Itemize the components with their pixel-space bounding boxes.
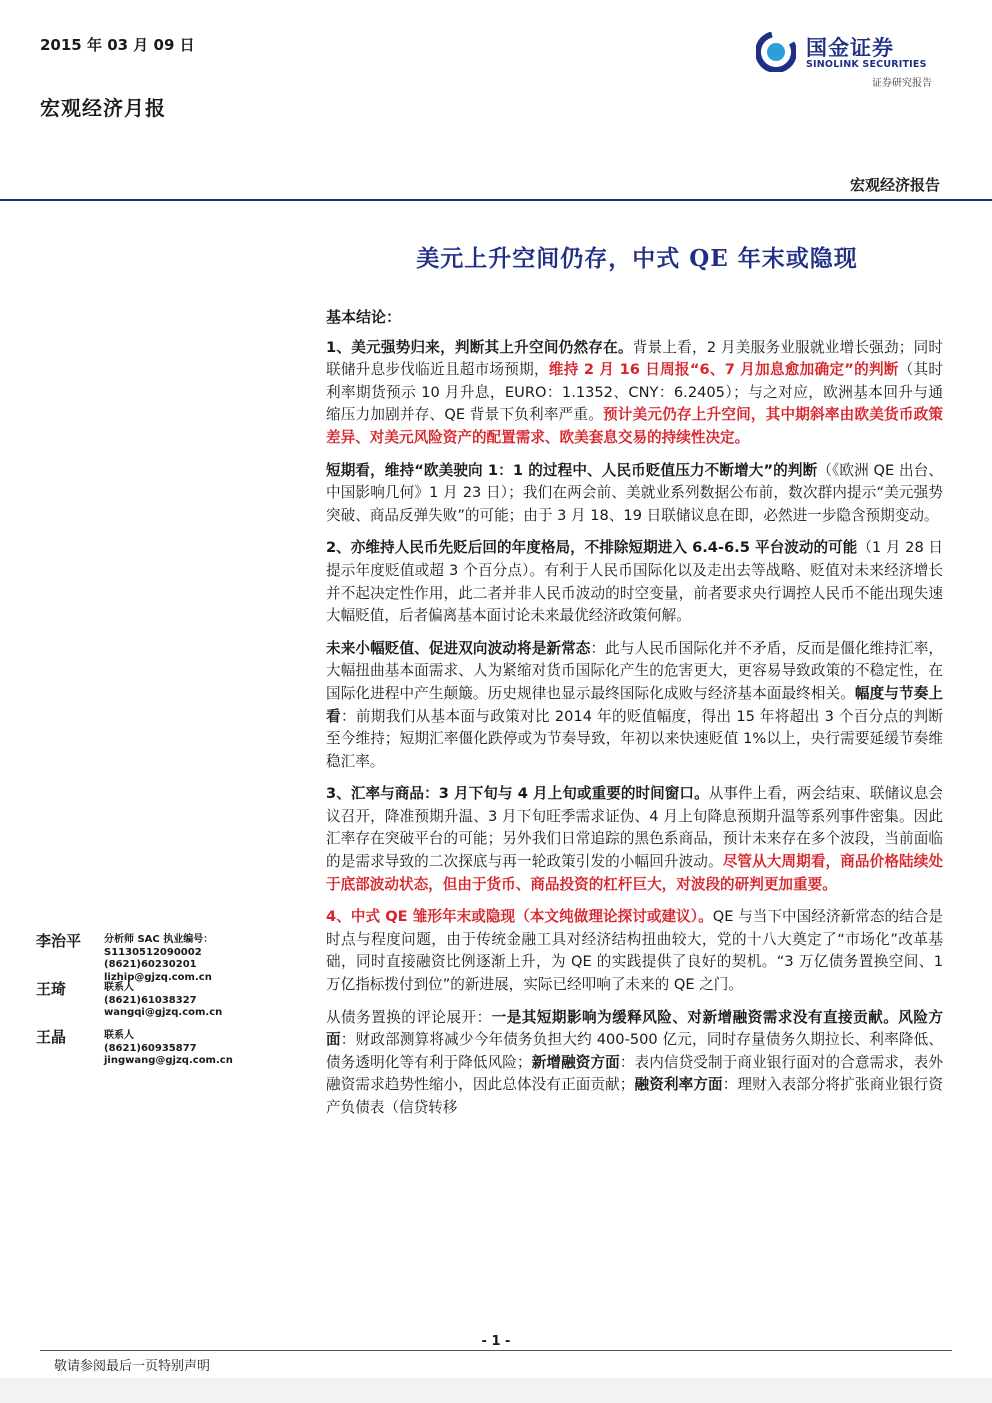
body-paragraph bbox=[326, 783, 943, 896]
analyst-contact-line: lizhip@gjzq.com.cn bbox=[104, 971, 212, 983]
text-run: 2、亦维持人民币先贬后回的年度格局，不排除短期进入 6.4-6.5 平台波动的可能 bbox=[326, 539, 858, 557]
footer-disclaimer: 敬请参阅最后一页特别声明 bbox=[54, 1359, 211, 1374]
analyst-contact-line: wangqi@gjzq.com.cn bbox=[104, 1007, 223, 1018]
text-run: ：前期我们从基本面与政策对比 2014 年的贬值幅度，得出 15 年将超出 3 个百分点的判断至今维持；短期汇率僵化跌停或为节奏导致，年初以来快速贬值 1%以上，央行需要延缓节奏维稳汇率。 bbox=[326, 707, 943, 770]
analyst-contact-line: 联系人 bbox=[104, 982, 134, 993]
text-run: ：理财入表部分将扩张商业银行资产负债表（信贷转移 bbox=[326, 1076, 943, 1116]
text-run: 预计美元仍存上升空间，其中期斜率由欧美货币政策差异、对美元风险资产的配置需求、欧美套息交易的持续性决定。 bbox=[326, 406, 943, 446]
sinolink-logo-icon bbox=[756, 32, 796, 72]
text-run: 一是其短期影响为缓释风险、对新增融资需求没有直接贡献。风险方面 bbox=[326, 1008, 943, 1049]
analyst-contact bbox=[104, 1030, 233, 1068]
analyst-name: 王晶 bbox=[36, 1028, 67, 1046]
analyst-contact-line: 分析师 SAC 执业编号：S1130512090002 bbox=[104, 934, 214, 958]
report-date: 2015 年 03 月 09 日 bbox=[40, 36, 195, 54]
conclusion-heading: 基本结论： bbox=[326, 308, 402, 326]
text-run: 从债务置换的评论展开： bbox=[326, 1008, 492, 1026]
text-run: ：财政部测算将减少今年债务负担大约 400-500 亿元，同时存量债务久期拉长、利率降低、债务透明化等有利于降低风险； bbox=[326, 1031, 943, 1071]
analyst-entry bbox=[36, 930, 306, 983]
body-paragraph bbox=[326, 638, 943, 774]
analyst-contact bbox=[104, 934, 306, 984]
text-run: ：表内信贷受制于商业银行面对的合意需求，表外融资需求趋势性缩小，因此总体没有正面贡献； bbox=[326, 1053, 943, 1094]
text-run: 维持 2 月 16 日周报“6、7 月加息愈加确定”的判断 bbox=[548, 361, 899, 379]
analyst-list bbox=[36, 930, 306, 1074]
body-paragraph bbox=[326, 337, 943, 450]
text-run: 从事件上看，两会结束、联储议息会议召开，降准预期升温、3 月下旬旺季需求证伪、4 月上旬降息预期升温等系列事件密集。因此汇率存在突破平台的可能；另外我们日常追踪的黑色系商品，预计未来存在多个波段，当前面临的是需求导致的二次探底与再一轮政策引发的小幅回升波动。 bbox=[326, 785, 943, 871]
analyst-name: 李治平 bbox=[36, 932, 82, 950]
text-run: 1、美元强势归来，判断其上升空间仍然存在。 bbox=[326, 338, 633, 356]
body-paragraph bbox=[326, 460, 943, 528]
text-run: （《欧洲 QE 出台、中国影响几何》1 月 23 日）；我们在两会前、美就业系列数据公布前，数次群内提示“美元强势突破、商品反弹失败”的可能；由于 3 月 18、19 日联储议息在即，必然进一步隐含预期变动。 bbox=[326, 461, 944, 524]
analyst-contact bbox=[104, 982, 222, 1020]
report-title: 美元上升空间仍存，中式 QE 年末或隐现 bbox=[416, 245, 858, 272]
analyst-contact-line: (8621)60230201 bbox=[104, 959, 197, 970]
text-run: （其时利率期货预示 10 月升息，EURO：1.1352、CNY：6.2405）；与之对应，欧洲基本回升与通缩压力加剧并存、QE 背景下负利率严重。 bbox=[326, 361, 943, 424]
text-run: 3、汇率与商品：3 月下旬与 4 月上旬或重要的时间窗口。 bbox=[326, 785, 709, 803]
analyst-contact-line: 联系人 bbox=[104, 1030, 134, 1041]
footer-divider bbox=[40, 1350, 952, 1351]
analyst-name: 王琦 bbox=[36, 980, 67, 998]
text-run: 尽管从大周期看，商品价格陆续处于底部波动状态，但由于货币、商品投资的杠杆巨大，对波段的研判更加重要。 bbox=[326, 853, 943, 893]
body-paragraph bbox=[326, 537, 943, 627]
analyst-contact-line: (8621)60935877 bbox=[104, 1042, 197, 1054]
report-type: 宏观经济月报 bbox=[40, 96, 166, 120]
text-run: 新增融资方面 bbox=[531, 1053, 620, 1071]
analyst-contact-line: (8621)61038327 bbox=[104, 994, 197, 1006]
header-divider bbox=[0, 199, 992, 201]
body-paragraph bbox=[326, 906, 943, 996]
body-paragraph bbox=[326, 1007, 943, 1120]
logo-english-name: SINOLINK SECURITIES bbox=[806, 59, 927, 70]
text-run: 融资利率方面 bbox=[634, 1076, 723, 1094]
conclusion-paragraphs bbox=[326, 337, 943, 1120]
company-logo bbox=[756, 30, 956, 92]
text-run: QE 与当下中国经济新常态的结合是时点与程度问题，由于传统金融工具对经济结构扭曲较大，党的十八大奠定了“市场化”改革基础，同时直接融资比例逐渐上升，为 QE 的实践提供了良好的契机。“3 万亿债务置换空间、1 万亿指标拨付到位”的新进展，实际已经叩响了未来的 QE 之门。 bbox=[326, 908, 943, 994]
text-run: （1 月 28 日提示年度贬值或超 3 个百分点）。有利于人民币国际化以及走出去等战略、贬值对未来经济增长并不起决定性作用，此二者并非人民币波动的时空变量，前者要求央行调控人民币不能出现失速大幅贬值，后者偏离基本面讨论未来最优经济政策何解。 bbox=[326, 539, 943, 625]
analyst-entry bbox=[36, 1026, 306, 1074]
text-run: 短期看，维持“欧美驶向 1：1 的过程中、人民币贬值压力不断增大”的判断 bbox=[326, 461, 818, 479]
text-run: 幅度与节奏上看 bbox=[326, 684, 943, 725]
text-run: 4、中式 QE 雏形年末或隐现（本文纯做理论探讨或建议）。 bbox=[326, 908, 713, 926]
page-number: - 1 - bbox=[481, 1334, 511, 1349]
analyst-entry bbox=[36, 978, 306, 1026]
logo-chinese-name: 国金证券 bbox=[806, 36, 894, 60]
report-body bbox=[326, 306, 943, 1130]
text-run: 背景上看，2 月美服务业服就业增长强劲；同时联储升息步伐临近且超市场预期， bbox=[326, 338, 944, 379]
analyst-contact-line: jingwang@gjzq.com.cn bbox=[104, 1055, 233, 1066]
page-bottom-band bbox=[0, 1378, 992, 1403]
section-label: 宏观经济报告 bbox=[849, 176, 940, 194]
logo-subtitle: 证券研究报告 bbox=[872, 78, 932, 89]
text-run: 未来小幅贬值、促进双向波动将是新常态 bbox=[326, 639, 591, 657]
text-run: ：此与人民币国际化并不矛盾，反而是僵化维持汇率，大幅扭曲基本面需求、人为紧缩对货币国际化产生的危害更大，更容易导致政策的不稳定性，在国际化进程中产生颠簸。历史规律也显示最终国际化成败与经济基本面最终相关。 bbox=[326, 639, 943, 702]
